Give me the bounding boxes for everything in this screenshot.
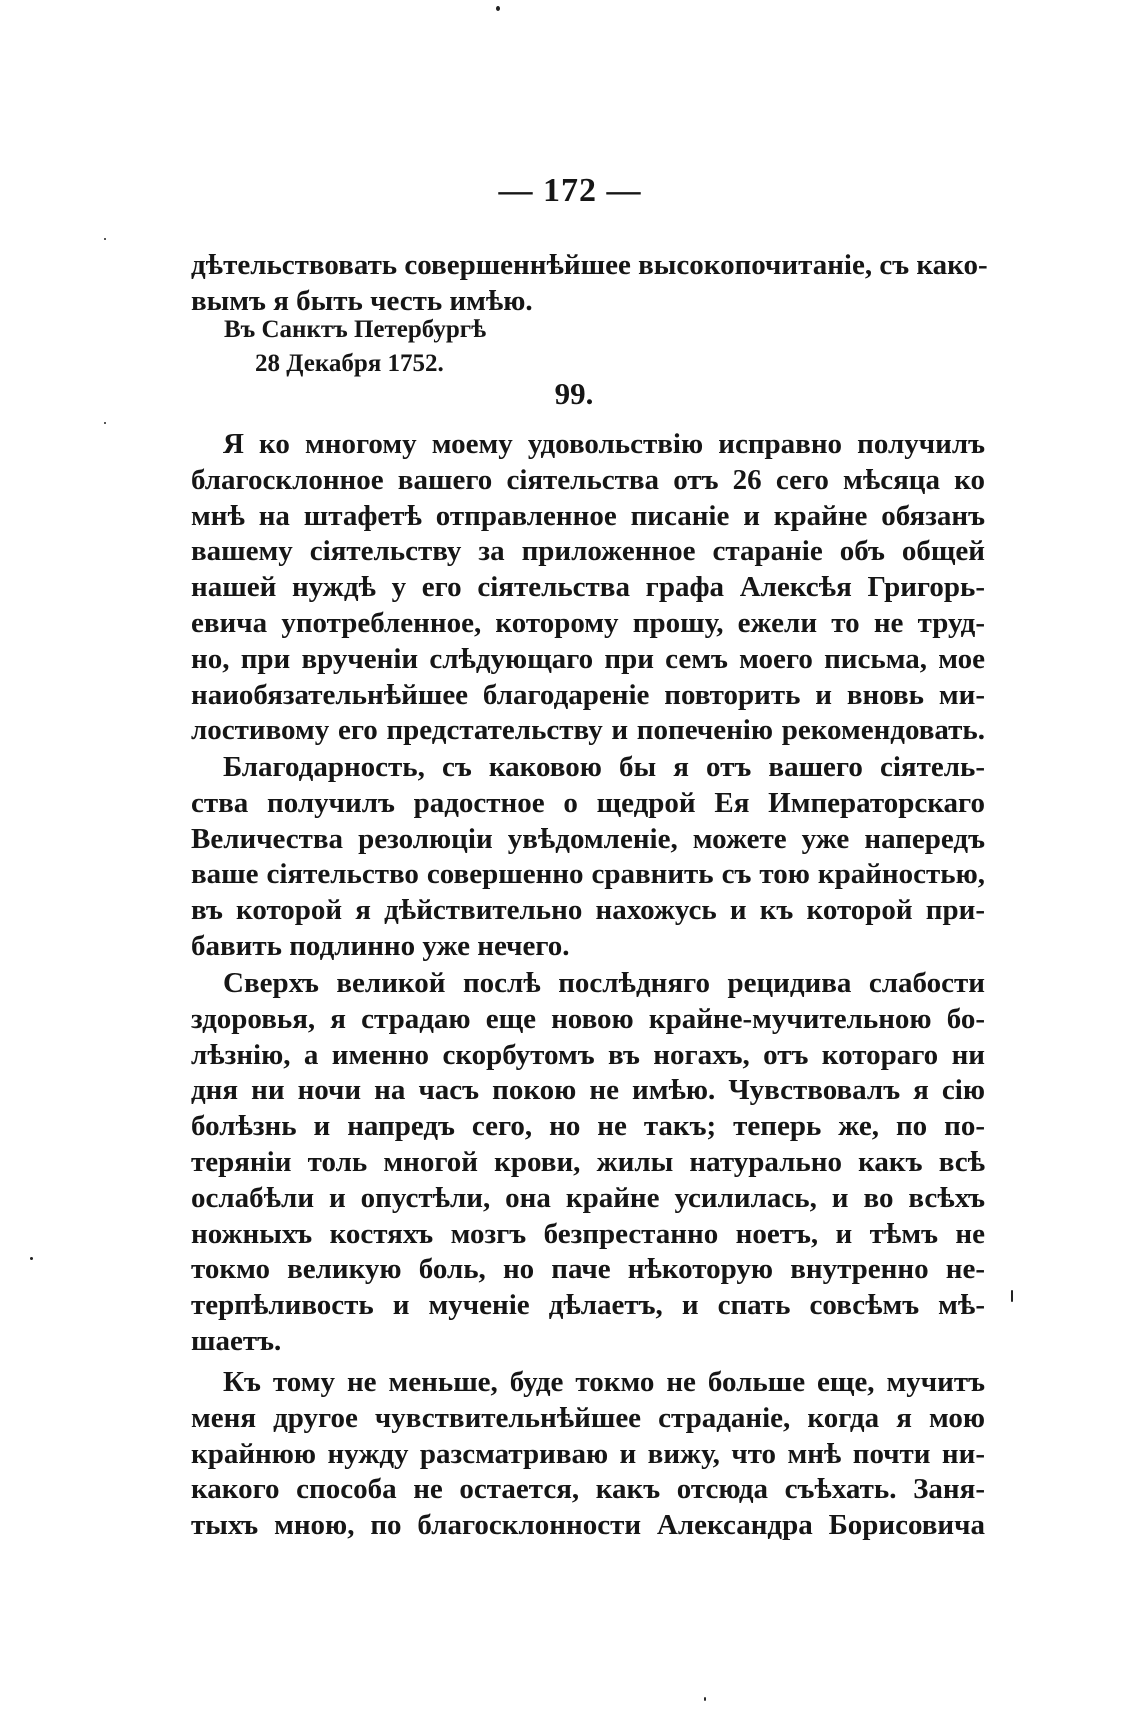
paragraph-1 (191, 427, 985, 749)
paragraph-2 (191, 750, 985, 965)
text-line: здоровья, я страдаю еще новою крайне-мучительною бо- (191, 1002, 985, 1035)
text-line: шаетъ. (191, 1324, 282, 1357)
text-line: вашему сіятельству за приложенное стараніе объ общей (191, 535, 985, 568)
text-line: Къ тому не меньше, буде токмо не больше еще, мучитъ (223, 1366, 985, 1398)
letter-number: 99. (554, 376, 594, 411)
text-line: ослабѣли и опустѣли, она крайне усилилась, и во всѣхъ (191, 1181, 985, 1214)
scan-speck (104, 238, 106, 240)
text-line: Сверхъ великой послѣ послѣдняго рецидива слабости (223, 967, 985, 999)
text-line: мнѣ на штафетѣ отправленное писаніе и крайне обязанъ (191, 499, 985, 532)
text-line: Я ко многому моему удовольствію исправно получилъ (223, 428, 985, 460)
scan-speck (30, 1257, 33, 1260)
text-line: тыхъ мною, по благосклонности Александра Борисовича (191, 1509, 985, 1542)
text-line: дѣтельствовать совершеннѣйшее высокопочитаніе, съ како- (191, 249, 988, 281)
text-line: дня ни ночи на часъ покою не имѣю. Чувствовалъ я сію (191, 1074, 985, 1107)
paragraph-3 (191, 966, 985, 1360)
text-line: благосклонное вашего сіятельства отъ 26 сего мѣсяца ко (191, 463, 985, 496)
signature-place: Въ Санктъ Петербургѣ (224, 316, 487, 343)
page-number: — 172 — (498, 172, 642, 209)
text-line: токмо великую боль, но паче нѣкоторую внутренно не- (191, 1253, 985, 1286)
text-line: меня другое чувствительнѣйшее страданіе, когда я мою (191, 1401, 985, 1434)
text-line: ваше сіятельство совершенно сравнить съ тою крайностью, (191, 858, 985, 891)
text-line: Величества резолюціи увѣдомленіе, можете уже напередъ (191, 822, 985, 855)
text-line: ства получилъ радостное о щедрой Ея Императорскаго (191, 786, 985, 819)
text-line: лостивому его предстательству и попеченію рекомендовать. (191, 714, 985, 747)
text-line: терпѣливость и мученіе дѣлаетъ, и спать совсѣмъ мѣ- (191, 1289, 985, 1322)
scan-speck (496, 6, 500, 11)
text-line: какого способа не остается, какъ отсюда съѣхать. Заня- (191, 1473, 985, 1506)
text-line: вымъ я быть честь имѣю. (191, 284, 533, 317)
text-line: бавить подлинно уже нечего. (191, 929, 570, 962)
scan-speck (104, 422, 106, 424)
text-line: наиобязательнѣйшее благодареніе повторить и вновь ми- (191, 678, 985, 711)
text-line: но, при врученіи слѣдующаго при семъ моего письма, мое (191, 642, 985, 675)
text-line: нашей нуждѣ у его сіятельства графа Алексѣя Григорь- (191, 571, 985, 604)
text-line: Благодарность, съ каковою бы я отъ вашего сіятель- (223, 751, 985, 783)
text-line: лѣзнію, а именно скорбутомъ въ ногахъ, отъ котораго ни (191, 1038, 985, 1071)
text-line: крайнюю нужду разсматриваю и вижу, что мнѣ почти ни- (191, 1437, 985, 1470)
paragraph-4 (191, 1365, 985, 1544)
text-line: ножныхъ костяхъ мозгъ безпрестанно ноетъ, и тѣмъ не (191, 1217, 985, 1250)
signature-date: 28 Декабря 1752. (255, 350, 444, 377)
scan-speck (704, 1697, 706, 1701)
letter-closing-text (191, 248, 988, 320)
text-line: евича употребленное, которому прошу, ежели то не труд- (191, 606, 985, 639)
scan-speck (1011, 1290, 1013, 1302)
text-line: въ которой я дѣйствительно нахожусь и къ которой при- (191, 894, 985, 927)
text-line: болѣзнь и напредъ сего, но не такъ; теперь же, по по- (191, 1110, 985, 1143)
text-line: теряніи толь многой крови, жилы натурально какъ всѣ (191, 1145, 985, 1178)
